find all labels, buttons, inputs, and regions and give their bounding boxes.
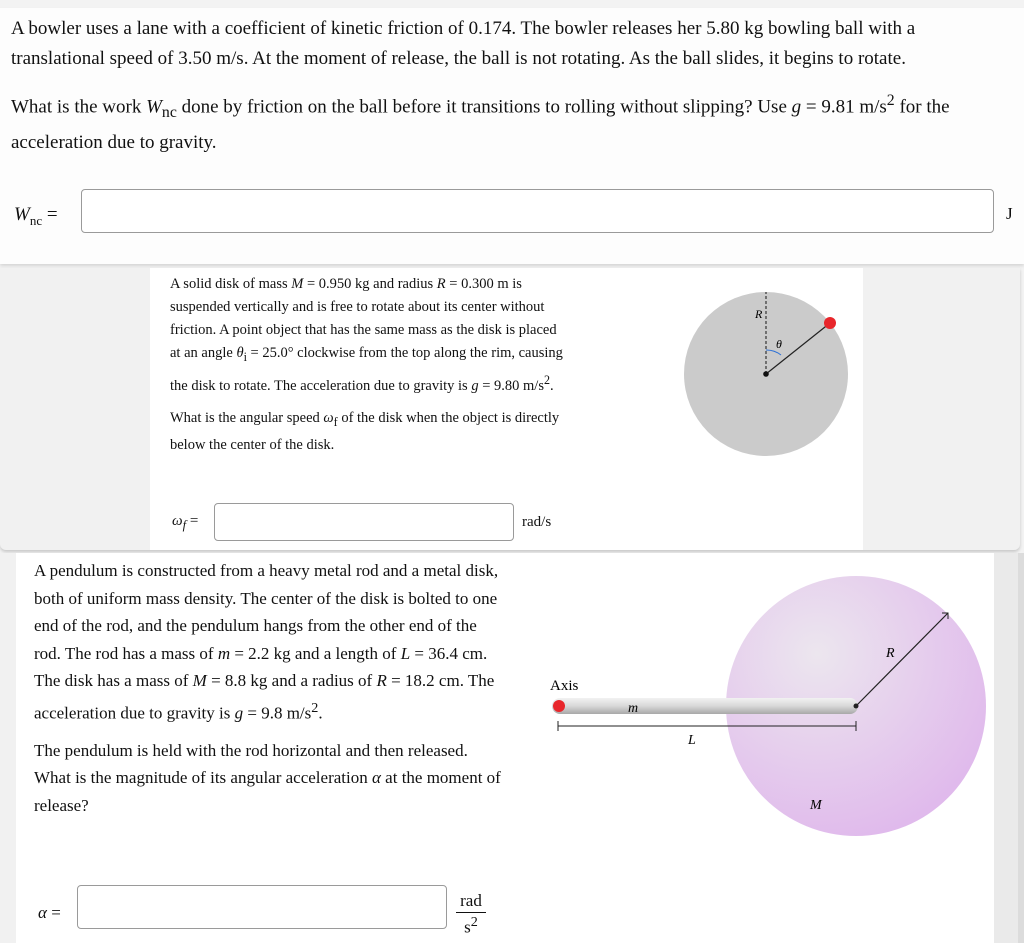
label-theta: θ: [776, 337, 782, 351]
problem-2-answer-label: $\omega_f$ =: [172, 513, 199, 532]
scrollbar-track[interactable]: [1018, 553, 1024, 943]
disk-center: [763, 371, 769, 377]
disk-diagram: [680, 288, 860, 468]
label-axis: Axis: [550, 678, 579, 694]
problem-3-answer-input[interactable]: [77, 885, 447, 929]
problem-3-paragraph-2: The pendulum is held with the rod horizontal and then released. What is the magnitude of its angular acceleration α at the moment of release?: [34, 740, 501, 815]
problem-1-paragraph-1: A bowler uses a lane with a coefficient of kinetic friction of 0.174. The bowler releases her 5.80 kg bowling ball with a translational speed of 3.50 m/s. At the moment of release, the ball is not rotating. As the ball slides, it begins to rotate.: [11, 18, 916, 69]
label-R: R: [755, 307, 763, 321]
problem-2-paragraph-1: A solid disk of mass M = 0.950 kg and radius R = 0.300 m is suspended vertically and is free to rotate about its center without friction. A point object that has the same mass as the disk is placed at an angle $\theta_i = 25.0^\circ$ clockwise from the top along the rim, causing the disk to rotate. The acceleration due to gravity is g = 9.80 $m/s^2$.: [170, 276, 563, 394]
label-R: R: [886, 646, 895, 661]
pivot-axis-point: [553, 700, 565, 712]
problem-2-text: [170, 273, 570, 466]
problem-3-text: [34, 557, 504, 829]
label-M: M: [810, 798, 822, 813]
problem-3-paragraph-1: A pendulum is constructed from a heavy metal rod and a metal disk, both of uniform mass density. The center of the disk is bolted to one end of the rod, and the pendulum hangs from the other end of the rod. The rod has a mass of m = 2.2 kg and a length of L = 36.4 cm. The disk has a mass of M = 8.8 kg and a radius of R = 18.2 cm. The acceleration due to gravity is g = 9.8 $m/s^2$.: [34, 561, 499, 723]
point-mass: [824, 317, 836, 329]
pendulum-diagram: [526, 573, 986, 843]
problem-1-paragraph-2: What is the work $W_{nc}$ done by friction on the ball before it transitions to rolling without slipping? Use g = 9.81 $m/s^2$ for the acceleration due to gravity.: [11, 92, 950, 154]
problem-2-paragraph-2: What is the angular speed $\omega_f$ of the disk when the object is directly below the center of the disk.: [170, 409, 560, 453]
metal-rod: [552, 698, 858, 714]
label-L: L: [688, 733, 696, 748]
disk-center-bolt: [854, 704, 859, 709]
problem-1-text: [11, 14, 1011, 170]
problem-1-unit: J: [1006, 204, 1013, 223]
problem-1-panel: [0, 8, 1024, 264]
problem-3-unit: [456, 891, 486, 938]
unit-numerator: rad: [456, 891, 486, 913]
problem-2-panel: [0, 268, 1020, 550]
problem-2-answer-input[interactable]: [214, 503, 514, 541]
problem-1-answer-input[interactable]: [81, 189, 994, 233]
problem-3-left-gutter: [0, 553, 16, 943]
problem-1-answer-label: $W_{nc}$ =: [14, 204, 58, 228]
problem-3-panel: [16, 553, 994, 943]
problem-3-answer-label: α =: [38, 903, 61, 922]
problem-2-unit: rad/s: [522, 514, 552, 530]
label-m: m: [628, 701, 639, 716]
unit-denominator: $s^2$: [464, 914, 478, 937]
